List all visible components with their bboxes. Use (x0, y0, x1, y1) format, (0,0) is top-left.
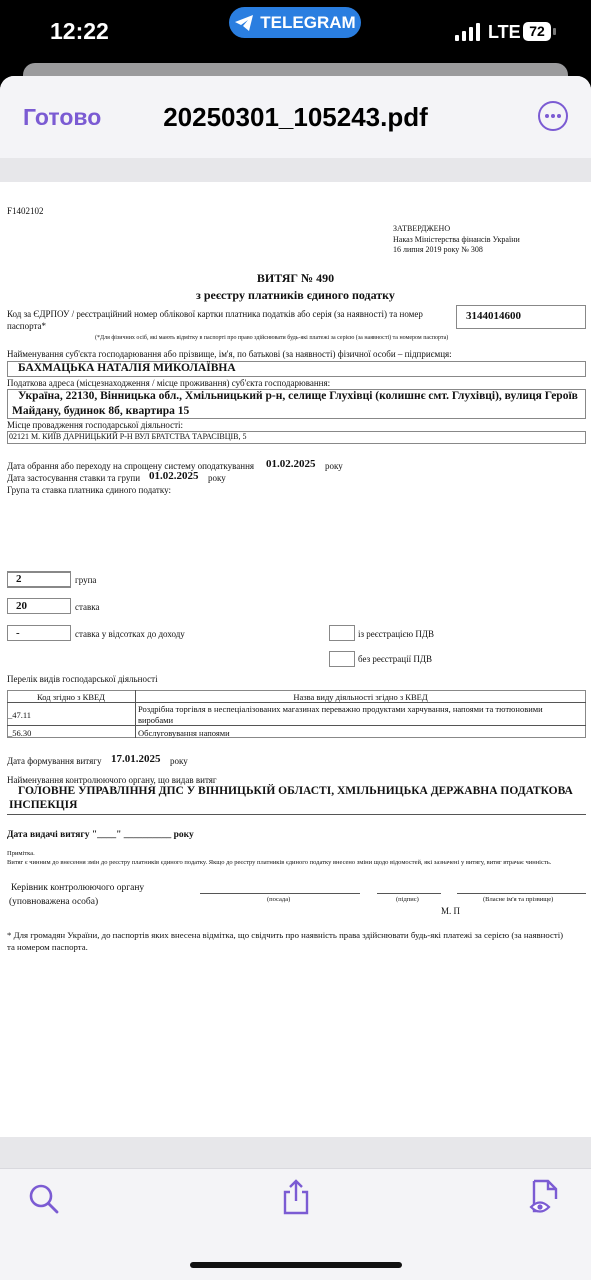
date-choice-label: Дата обрання або переходу на спрощену систему оподаткування (7, 461, 255, 471)
pdf-viewer-sheet (0, 76, 591, 1280)
name-value: БАХМАЦЬКА НАТАЛІЯ МИКОЛАЇВНА (18, 362, 236, 374)
pdf-page (0, 182, 591, 1137)
code-label-line2: паспорта* (7, 321, 47, 331)
percent-label: ставка у відсотках до доходу (75, 629, 185, 639)
rate-label: ставка (75, 602, 100, 612)
status-time: 12:22 (50, 18, 109, 44)
address-label: Податкова адреса (місцезнаходження / місце проживання) суб'єкта господарювання: (7, 378, 331, 388)
group-rate-label: Група та ставка платника єдиного податку: (7, 485, 171, 495)
search-icon[interactable] (28, 1183, 60, 1215)
kved-row-code: _47.11 (8, 710, 32, 720)
position-caption: (посада) (267, 896, 291, 903)
stamp-mark: М. П (441, 906, 461, 916)
extract-subtitle: з реєстру платників єдиного податку (196, 288, 395, 302)
name-caption: (Власне ім'я та прізвище) (483, 896, 554, 903)
date-choice-suffix: року (325, 461, 343, 471)
activity-place-label: Місце провадження господарської діяльності: (7, 420, 184, 430)
kved-row-divider (7, 725, 586, 726)
activity-place-value: 02121 М. КИЇВ ДАРНИЦЬКИЙ Р-Н ВУЛ БРАТСТВА ТАРАСІВЦІВ, 5 (9, 432, 247, 441)
extract-title: ВИТЯГ № 490 (256, 271, 335, 285)
formed-value: 17.01.2025 (111, 753, 161, 765)
kved-row-name-cont: виробами (138, 715, 174, 725)
approved-label: ЗАТВЕРДЖЕНО (393, 224, 451, 233)
kved-row-code: _56.30 (8, 728, 32, 738)
telegram-return-pill[interactable] (229, 7, 361, 38)
kved-row-name: Обслуговування напоями (138, 728, 230, 738)
share-icon[interactable] (281, 1179, 311, 1215)
telegram-icon (234, 14, 254, 32)
more-options-icon[interactable] (538, 101, 568, 131)
name-line (457, 893, 586, 894)
authority-label: Найменування контролюючого органу, що видав витяг (7, 775, 217, 785)
formed-label: Дата формування витягу (7, 756, 102, 766)
code-label-line1: Код за ЄДРПОУ / реєстраційний номер облікової картки платника податків або серія (за наявності) та номер (7, 309, 423, 319)
activities-label: Перелік видів господарської діяльності (7, 674, 158, 684)
network-type: LTE (488, 22, 521, 42)
signal-icon (455, 23, 483, 41)
vat-with-label: із реєстрацією ПДВ (358, 629, 434, 639)
approved-order: Наказ Міністерства фінансів України (393, 235, 520, 244)
footnote-line2: та номером паспорта. (7, 942, 88, 952)
formed-suffix: року (170, 756, 188, 766)
signature-caption: (підпис) (396, 896, 419, 903)
file-name-title: 20250301_105243.pdf (163, 102, 428, 132)
authority-value-line1: ГОЛОВНЕ УПРАВЛІННЯ ДПС У ВІННИЦЬКІЙ ОБЛАСТІ, ХМІЛЬНИЦЬКА ДЕРЖАВНА ПОДАТКОВА (18, 785, 573, 797)
address-value-line2: Майдану, будинок 8б, квартира 15 (12, 405, 190, 417)
form-code: F1402102 (7, 206, 44, 216)
document-preview-icon[interactable] (528, 1179, 562, 1215)
telegram-pill-label: TELEGRAM (260, 12, 356, 32)
vat-with-box (329, 625, 355, 641)
authority-value-line2: ІНСПЕКЦІЯ (9, 799, 78, 811)
viewer-navbar (0, 76, 591, 159)
home-indicator[interactable] (190, 1262, 402, 1268)
name-label: Найменування суб'єкта господарювання або прізвище, ім'я, по батькові (за наявності) фізичної особи – підприємця: (7, 349, 452, 359)
note-title: Примітка. (7, 850, 35, 857)
date-rate-value: 01.02.2025 (149, 470, 199, 482)
vat-without-box (329, 651, 355, 667)
kved-header-name: Назва виду діяльності згідно з КВЕД (293, 692, 428, 702)
code-value: 3144014600 (466, 310, 521, 322)
head-label-2: (уповноважена особа) (9, 897, 99, 907)
kved-header-divider (7, 702, 586, 703)
position-line (200, 893, 360, 894)
percent-value: - (16, 627, 20, 639)
kved-row-name: Роздрібна торгівля в неспеціалізованих магазинах переважно продуктами харчування, напоями та тютюновими (138, 704, 543, 714)
approved-date: 16 липня 2019 року № 308 (393, 245, 483, 254)
signature-line (377, 893, 441, 894)
kved-header-code: Код згідно з КВЕД (37, 692, 105, 702)
footnote-line1: * Для громадян України, до паспортів яких внесена відмітка, що свідчить про наявність права здійснювати будь-які платежі за серією (за наявності) (7, 930, 564, 940)
head-label-1: Керівник контролюючого органу (11, 883, 145, 893)
group-label: група (75, 575, 97, 585)
group-value: 2 (16, 573, 22, 585)
authority-underline (7, 814, 586, 815)
date-rate-label: Дата застосування ставки та групи (7, 473, 141, 483)
address-value-line1: Україна, 22130, Вінницька обл., Хмільницький р-н, селище Глухівці (колишнє смт. Глухівці), вулиця Героїв (18, 390, 578, 402)
rate-value: 20 (16, 600, 27, 612)
done-button[interactable]: Готово (23, 104, 102, 130)
status-bar (0, 0, 591, 64)
note-text: Витяг є чинним до внесення змін до реєстру платників єдиного податку. Якщо до реєстру платників єдиного податку внесено зміни щодо відомостей, які зазначені у витягу, витяг втрачає чинність. (7, 859, 552, 866)
code-note: (*Для фізичних осіб, які мають відмітку в паспорті про право здійснювати будь-які платежі за серією (за наявності) та номером паспорта) (95, 335, 449, 341)
vat-without-label: без реєстрації ПДВ (358, 654, 432, 664)
issue-date-label: Дата видачі витягу "____" __________ року (7, 830, 194, 840)
battery-tip (553, 28, 556, 35)
battery-icon: 72 (523, 22, 551, 41)
date-choice-value: 01.02.2025 (266, 458, 316, 470)
date-rate-suffix: року (208, 473, 226, 483)
